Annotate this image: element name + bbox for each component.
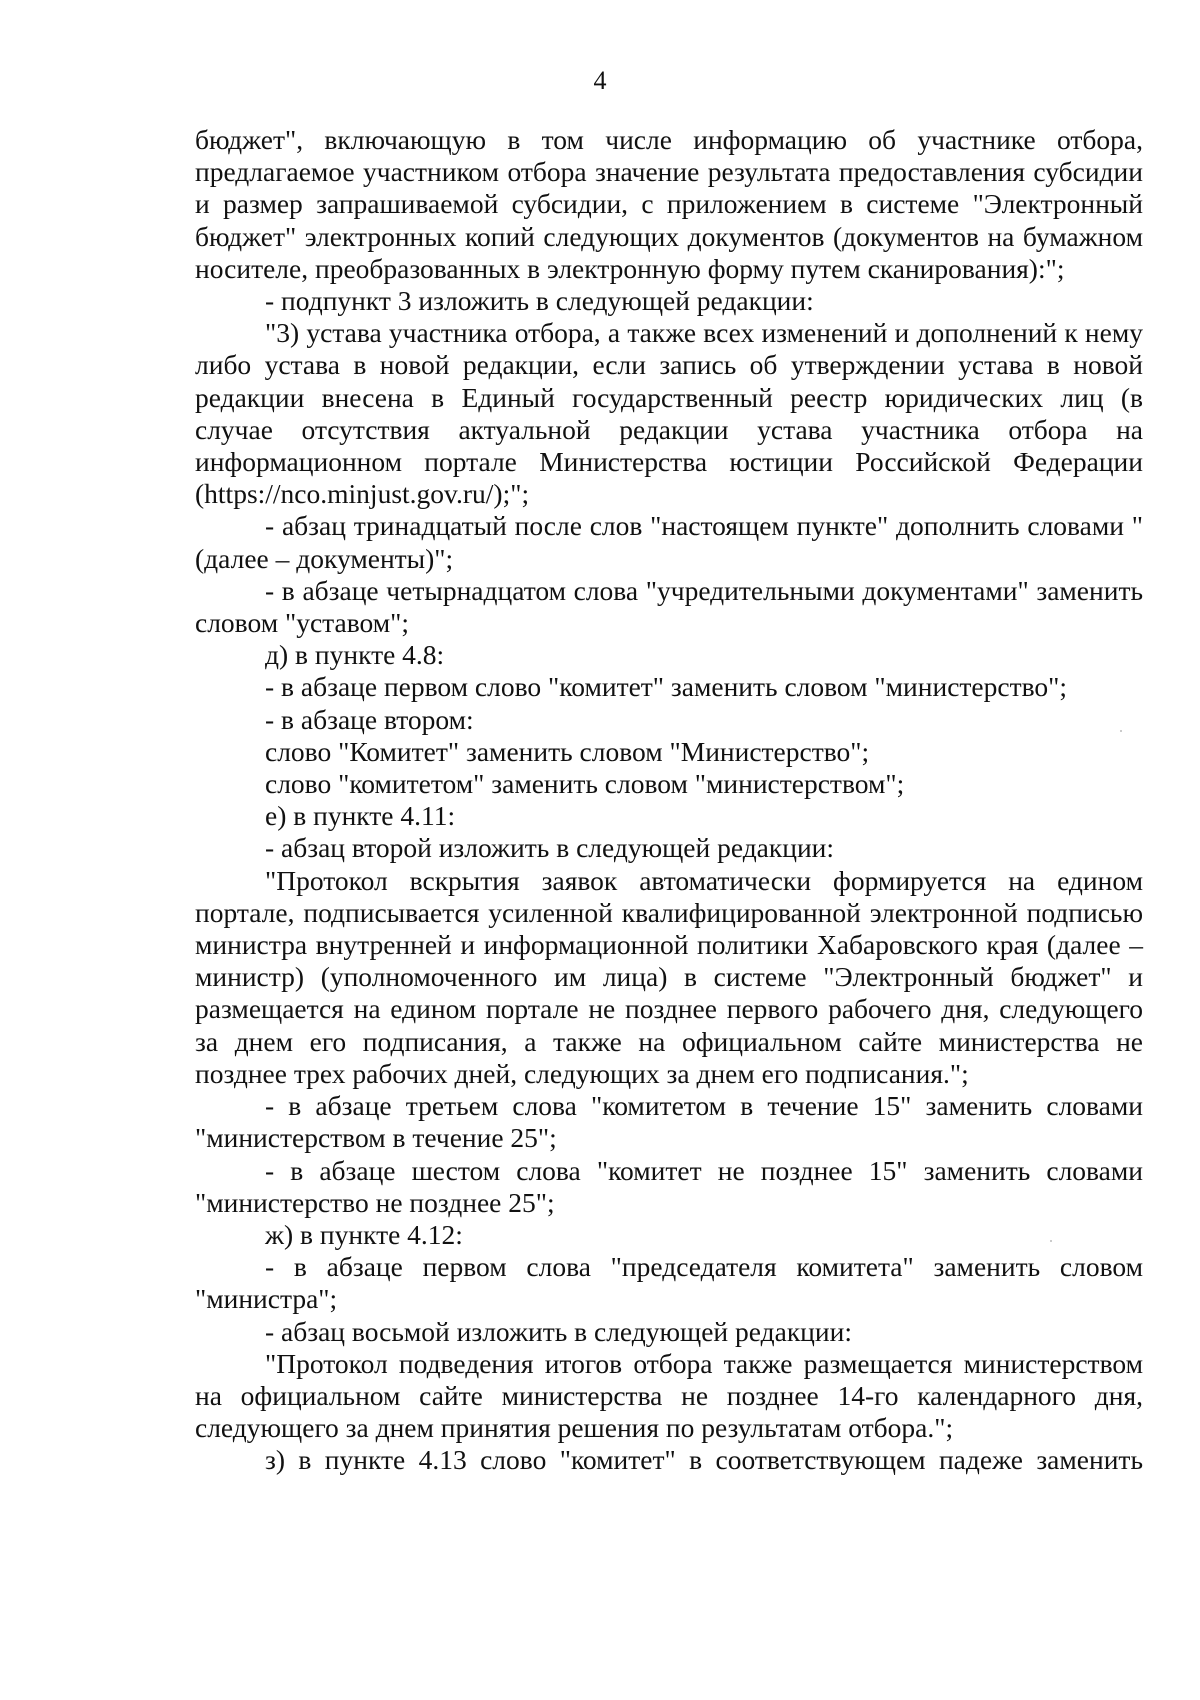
paragraph-item-4-12: ж) в пункте 4.12:: [265, 1218, 463, 1250]
paragraph-4-11-third: - в абзаце третьем слова "комитетом в течение 15" заменить словами "министерством в течение 25";: [195, 1090, 1143, 1154]
paragraph-subitem-3-text: "3) устава участника отбора, а также всех изменений и дополнений к нему либо устава в новой редакции, если запись об утверждении устава в новой редакции внесена в Единый государственный реестр юридических лиц (в случае отсутствия актуальной редакции устава участника отбора на информационном портале Министерства юстиции Российской Федерации (https://nco.minjust.gov.ru/);";: [195, 317, 1143, 510]
paragraph-4-8-second: - в абзаце втором:: [265, 703, 474, 735]
paragraph-4-11-protocol-text: "Протокол вскрытия заявок автоматически формируется на едином портале, подписывается усиленной квалифицированной электронной подписью министра внутренней и информационной политики Хабаровского края (далее – министр) (уполномоченного им лица) в системе "Электронный бюджет" и размещается на едином портале не позднее первого рабочего дня, следующего за днем его подписания, а также на официальном сайте министерства не позднее трех рабочих дней, следующих за днем его подписания.";: [195, 864, 1143, 1089]
paragraph-subitem-3-instruction: - подпункт 3 изложить в следующей редакции:: [265, 285, 814, 317]
paragraph-continuation: бюджет", включающую в том числе информацию об участнике отбора, предлагаемое участником отбора значение результата предоставления субсидии и размер запрашиваемой субсидии, с приложением в системе "Электронный бюджет" электронных копий следующих документов (документов на бумажном носителе, преобразованных в электронную форму путем сканирования):";: [195, 124, 1143, 284]
paragraph-item-4-8: д) в пункте 4.8:: [265, 639, 445, 671]
scan-speck: [1120, 730, 1122, 732]
paragraph-4-8-word-1: слово "Комитет" заменить словом "Министерство";: [265, 735, 870, 767]
paragraph-item-4-13: з) в пункте 4.13 слово "комитет" в соответствующем падеже заменить: [265, 1444, 1143, 1476]
paragraph-4-8-first: - в абзаце первом слово "комитет" заменить словом "министерство";: [265, 671, 1068, 703]
paragraph-4-8-word-2: слово "комитетом" заменить словом "министерством";: [265, 768, 905, 800]
paragraph-4-12-protocol-text: "Протокол подведения итогов отбора также размещается министерством на официальном сайте министерства не позднее 14-го календарного дня, следующего за днем принятия решения по результатам отбора.";: [195, 1347, 1143, 1444]
paragraph-abzac-14: - в абзаце четырнадцатом слова "учредительными документами" заменить словом "уставом";: [195, 574, 1143, 639]
document-body: [195, 124, 1143, 1477]
paragraph-4-12-first: - в абзаце первом слова "председателя комитета" заменить словом "министра";: [195, 1251, 1143, 1315]
scan-speck: [1050, 1240, 1052, 1242]
paragraph-4-12-eighth-instruction: - абзац восьмой изложить в следующей редакции:: [265, 1315, 852, 1347]
paragraph-abzac-13: - абзац тринадцатый после слов "настоящем пункте" дополнить словами "(далее – документы)";: [195, 510, 1143, 574]
paragraph-item-4-11: е) в пункте 4.11:: [265, 800, 456, 832]
paragraph-4-11-second-instruction: - абзац второй изложить в следующей редакции:: [265, 832, 835, 864]
page-number: 4: [593, 66, 607, 95]
paragraph-4-11-sixth: - в абзаце шестом слова "комитет не позднее 15" заменить словами "министерство не позднее 25";: [195, 1154, 1143, 1218]
